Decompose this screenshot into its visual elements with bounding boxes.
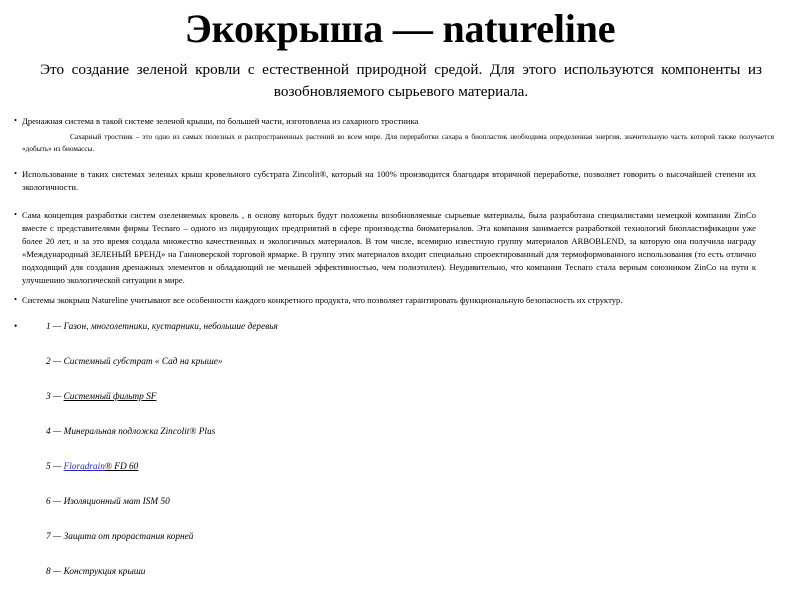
legend-item-6-number: 6 <box>46 497 51 508</box>
legend-item-8-dash: — <box>52 566 62 577</box>
legend-item-4-label: Минеральная подложка Zincolit® Plus <box>63 427 216 438</box>
legend-item-2-label: Системный субстрат « Сад на крыше» <box>63 357 223 368</box>
bullet-concept-zinco-tecnaro: • Сама концепция разработки систем озеленяемых кровель , в основу которых будут положены возобновляемые сырьевые материалы, была разработана специалистами немецкой компании ZinCo вместе с представителями фирмы Тесnаrо – одного из лидирующих предприятий в сфере производства биоматериалов. Эта компания занимается разработкой технологий биопластификации уже более 20 лет, и за это время создала множество качественных и экологичных материалов. В том числе, всемирно известную группу материалов ARBOBLEND, за которую она получила награду «Международный ЗЕЛЕНЫЙ БРЕНД» на Ганноверской торговой ярмарке. В группу этих материалов входит специально спроектированный для термоформованного использования (то есть отлично подходящий для создания дренажных элементов и обладающий не меньшей эффективностью, чем полиэтилен). Неудивительно, что компания Тесnаrо стала верным союзником ZinCo на пути к улучшению экологической ситуации в мире. <box>22 209 756 287</box>
legend-item-1 <box>22 321 800 335</box>
legend-item-4-dash: — <box>52 427 62 438</box>
legend-item-2-number: 2 <box>46 357 51 368</box>
page-title: Экокрыша — natureline <box>184 6 616 51</box>
subparagraph-sugarcane: Сахарный тростник – это одно из самых полезных и распространенных растений во всем мире. Для переработки сахара в биопластик необходима определенная энергия, значительную часть которой также получается «добыть» из биомассы. <box>22 132 774 154</box>
legend-item-8-label: Конструкция крыши <box>63 566 146 577</box>
legend-item-4-number: 4 <box>46 427 51 438</box>
legend-item-1-label: Газон, многолетники, кустарники, небольшие деревья <box>63 322 278 333</box>
bullet-list <box>0 115 800 307</box>
legend-item-6 <box>46 496 800 510</box>
legend-item-6-label: Изоляционный мат ISM 50 <box>63 497 170 508</box>
legend-item-2-dash: — <box>52 357 62 368</box>
legend-item-5-dash: — <box>52 462 62 473</box>
legend-item-1-text <box>22 322 278 332</box>
legend-item-1-dash: — <box>52 322 62 333</box>
legend-item-7-number: 7 <box>46 532 51 543</box>
page-subtitle: Это создание зеленой кровли с естественной природной средой. Для этого используются компоненты из возобновляемого сырьевого материала. <box>40 61 762 100</box>
legend-item-7 <box>46 531 800 545</box>
legend-item-1-number: 1 <box>46 322 51 333</box>
bullet-zincolit-substrate: • Использование в таких системах зеленых крыш кровельного субстрата Zincolit®, который на 100% производится благодаря вторичной переработке, позволяет говорить о высочайшей степени их экологичности. <box>22 168 756 194</box>
legend-item-5 <box>46 461 800 475</box>
legend-item-6-dash: — <box>52 497 62 508</box>
bullet-drainage-system: • Дренажная система в такой системе зеленой крыши, по большей части, изготовлена из сахарного тростника <box>22 115 756 128</box>
legend-item-3-link[interactable]: Системный фильтр SF <box>63 392 157 403</box>
legend-item-4 <box>46 426 800 440</box>
legend-item-7-dash: — <box>52 532 62 543</box>
legend-list <box>0 321 800 580</box>
legend-item-3-number: 3 <box>46 392 51 403</box>
legend-item-3-dash: — <box>52 392 62 403</box>
bullet-natureline-systems: • Системы экокрыш Natureline учитывают все особенности каждого конкретного продукта, что позволяет гарантировать функциональную безопасность их структур. <box>22 294 756 307</box>
legend-item-5-link-floradrain[interactable]: Floradrain <box>63 462 105 473</box>
legend-item-8-number: 8 <box>46 566 51 577</box>
legend-item-5-label-suffix: ® FD 60 <box>104 462 139 473</box>
legend-item-7-label: Защита от прорастания корней <box>63 532 194 543</box>
legend-item-2 <box>46 356 800 370</box>
legend-item-5-number: 5 <box>46 462 51 473</box>
legend-item-3 <box>46 391 800 405</box>
legend-item-8 <box>46 566 800 580</box>
